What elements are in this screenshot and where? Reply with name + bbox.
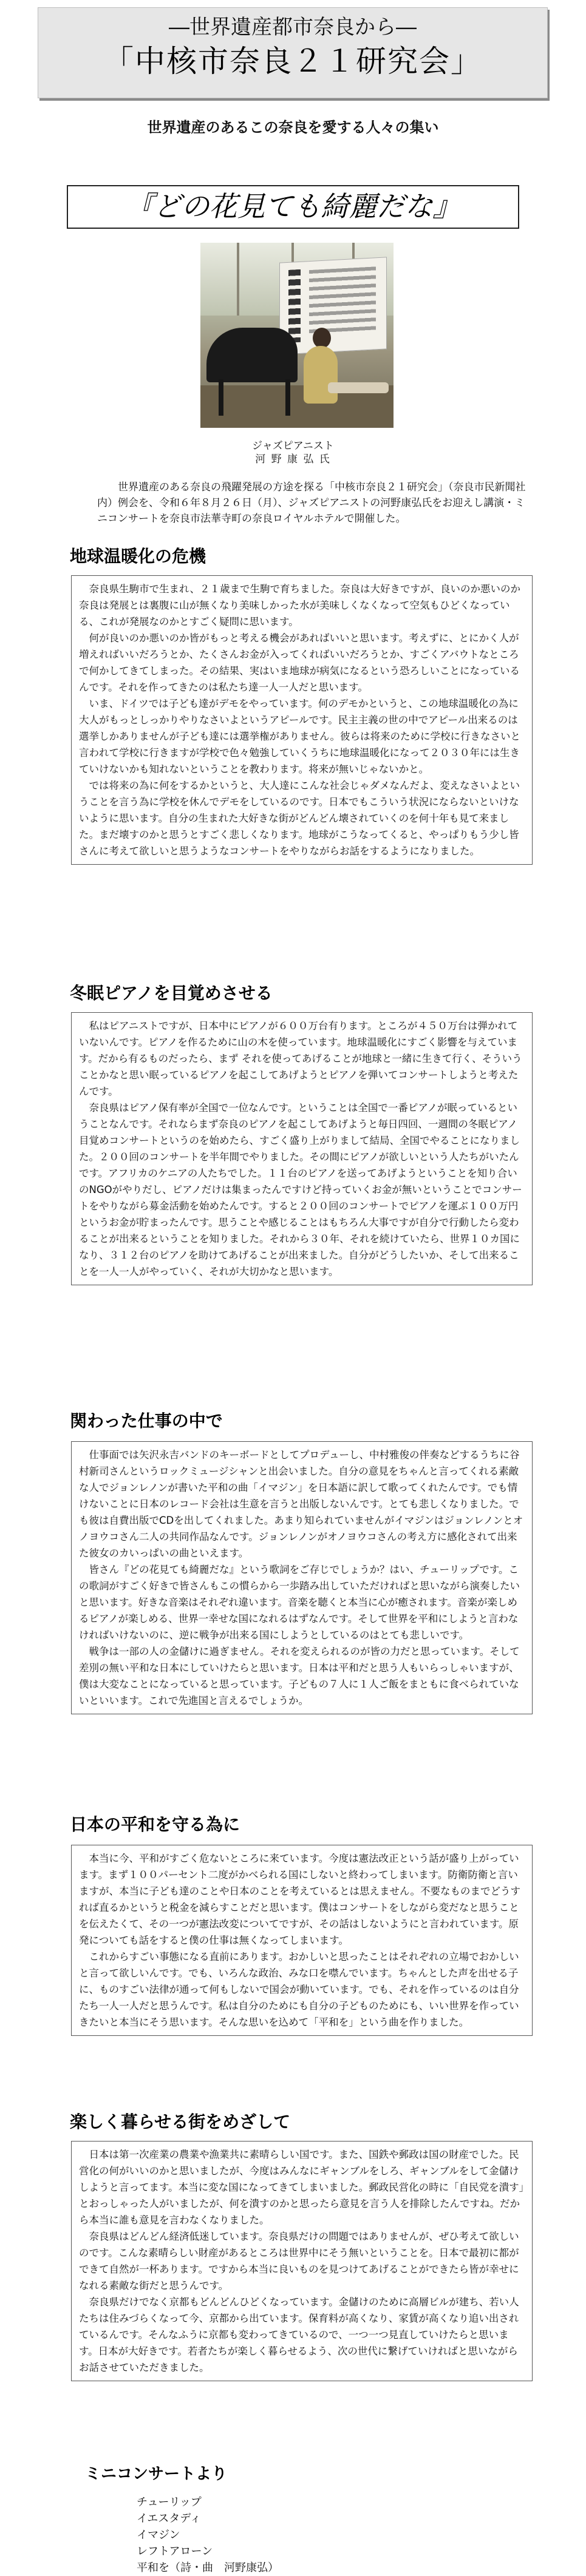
section-heading: 楽しく暮らせる街をめざして [70,2112,291,2132]
section-body [71,1845,533,2036]
tagline: 世界遺産のあるこの奈良を愛する人々の集い [147,119,439,136]
section-heading: 地球温暖化の危機 [70,546,206,566]
setlist-item: チューリップ [137,2496,202,2509]
photo-banner [279,257,387,354]
photo-window-frame [237,243,239,316]
paragraph: 皆さん『どの花見ても綺麗だな』という歌詞をご存じでしょうか？はい、チューリップです。この歌詞がすごく好きで皆さんもこの慣らから一歩踏み出していただければと思いながら演奏したいと思います。好きな音楽はそれぞれ違います。音楽を聴くと本当に心が癒されます。音楽が楽しめるピアノが楽しめる、世界一幸せな国になれるはずなんです。そして世界を平和にしようと言わなければいけないのに、逆に戦争が出来る国にしようとしているのはとても悲しいです。 [79,1564,520,1641]
piano-leg [219,379,223,416]
headline-quote: 『どの花見ても綺麗だな』 [67,185,519,229]
section-body [71,2141,533,2381]
paragraph: 仕事面では矢沢永吉バンドのキーボードとしてプロデューし、中村雅俊の伴奏などするうちに谷村新司さんというロックミュージシャンと出会いました。自分の意見をちゃんと言ってくれる素敵な人でジョンレノンが書いた平和の曲「イマジン」を日本語に訳して歌ってくれたんです。でも情けないことに日本のレコード会社は生意を言うと出版しないんです。とても悲しくなりました。でも彼は自費出版でCDを出してくれました。あまり知られていませんがイマジンはジョンレノンとオノヨウコさん二人の共同作品なんです。ジョンレノンがオノヨウコさんの考え方に感化されて出来た彼女のカいっぱいの曲といえます。 [79,1449,523,1559]
section-body [71,1012,533,1285]
section-body [71,575,533,865]
paragraph: 本当に今、平和がすごく危ないところに来ています。今度は憲法改正という話が盛り上がっています。まず１００パーセント二度がかべられる国にしないと終わってしまいます。防衛防衛と言いますが、本当に子ども達のことや日本のことを考えているとは思えません。不要なものまでどうすれば直るかというと税金を減らすことだと思います。僕はコンサートをしながら変だなと思うことを伝えたくて、その一つが憲法改変についてですが、その話はしないようにと言われています。原発についても話をすると僕の仕事は無くなってしまいます。 [79,1853,520,1946]
person-head [313,328,331,348]
pianist-photo [200,243,394,428]
intro-paragraph: 世界遺産のある奈良の飛躍発展の方途を探る「中核市奈良２１研究会」（奈良市民新聞社内）例会を、令和６年８月２６日（月）、ジャズピアニストの河野康弘氏をお迎えし講演・ミニコンサートを奈良市法華寺町の奈良ロイヤルホテルで開催した。 [97,481,526,525]
paragraph: これからすごい事態になる直前にあります。おかしいと思ったことはそれぞれの立場でおかしいと言って欲しいんです。でも、いろんな政治、みな口を噤んでいます。ちゃんとした声を出せる子に、ものすごい法律が通って何もしないで国会が動いています。でも、それを作っているのは自分たち一人一人だと思うんです。私は自分のためにも自分の子どものためにも、いい世界を作っていきたいと本当にそう思います。そんな思いを込めて「平和を」という曲を作りました。 [79,1951,519,2028]
photo-caption-name: 河 野 康 弘 氏 [255,453,331,465]
section-heading: 関わった仕事の中で [70,1411,223,1431]
mini-concert-heading: ミニコンサートより [85,2465,228,2483]
setlist-item: レフトアローン [137,2545,213,2558]
paragraph: 奈良県生駒市で生まれ、２１歳まで生駒で育ちました。奈良は大好きですが、良いのか悪いのか奈良は発展とは裏腹に山が無くなり美味しかった水が美味しくなくなって空気もひどくなっている、これが発展なのかとすごく疑問に思います。 [79,583,520,627]
person-figure [304,346,338,404]
paragraph: 奈良県だけでなく京都もどんどんひどくなっています。金儲けのために高層ビルが建ち、若い人たちは住みづらくなって今、京都から出ています。保育料が高くなり、家賃が高くなり追い出されているんです。そんなふうに京都も変わってきているので、一つ一つ見直していけたらと思います。日本が大好きです。若者たちが楽しく暮らせるよう、次の世代に繋げていければと思いながらお話させていただきました。 [79,2296,519,2373]
title-banner [38,7,548,98]
piano-leg [285,379,290,416]
piano-icon [206,328,298,382]
paragraph: 奈良県はどんどん経済低迷しています。奈良県だけの問題ではありませんが、ぜひ考えて欲しいのです。こんな素晴らしい財産があるところは世界中にそう無いということを。日本で最初に都ができて自然が一杯あります。ですから本当に良いものを見つけてあげることができたら皆が幸せになれる素敵な街だと思うんです。 [79,2231,519,2291]
section-body [71,1441,533,1714]
setlist-item: イマジン [137,2529,180,2541]
banner-subtitle: ―世界遺産都市奈良から― [169,15,417,39]
photo-caption-role: ジャズピアニスト [252,440,334,452]
setlist-item: イエスタディ [137,2512,201,2525]
section-heading: 冬眠ピアノを目覚めさせる [70,983,273,1003]
setlist [137,2494,279,2576]
setlist-item: 平和を（詩・曲 河野康弘） [137,2561,279,2574]
paragraph: 何が良いのか悪いのか皆がもっと考える機会があればいいと思います。考えずに、とにかく人が増えればいいだろうとか、たくさんお金が入ってくればいいだろうとか、すごくアバウトなところで何かしてきてしまった。その結果、実はいま地球が病気になるという恐ろしいことになっているんです。それを作ってきたのは私たち達一人一人だと思います。 [79,632,520,693]
section-heading: 日本の平和を守る為に [70,1814,240,1834]
paragraph: いま、ドイツでは子ども達がデモをやっています。何のデモかというと、この地球温暖化の為に大人がもっとしっかりやりなさいよというアピールです。民主主義の世の中でアピール出来るのは選挙しかありませんが子ども達には選挙権がありません。彼らは将来のために学校に行きなさいと言われて学校に行きますが学校で色々勉強していくうちに地球温暖化になって２０３０年には生きていけないかも知れないということを教わります。将来が無いじゃないかと。 [79,698,520,775]
paragraph: 私はピアニストですが、日本中にピアノが６００万台有ります。ところが４５０万台は弾かれていないんです。ピアノを作るために山の木を使っています。地球温暖化にすごく影響を与えています。だから有るものだったら、まず それを使ってあげることが地球と一緒に生きて行く、そういうことかなと思い眠っているピアノを起こしてあげようとピアノを弾いてコンサートしようと考えたんです。 [79,1020,522,1097]
paragraph: 奈良県はピアノ保有率が全国で一位なんです。ということは全国で一番ピアノが眠っているということなんです。それならまず奈良のピアノを起こしてあげようと毎日四回、一週間の冬眠ピアノ目覚めコンサートというのを始めたら、すごく盛り上がりまして結局、全国でやることになりました。２００回のコンサートを半年間でやりました。その間にピアノが欲しいという人たちがいたんです。アフリカのケニアの人たちでした。１１台のピアノを送ってあげようということを知り合いのNGOがやりだし、ピアノだけは集まったんですけど持っていくお金が無いということでコンサートをやりながら募金活動を始めたんです。すると２００回のコンサートでピアノを運ぶ１００万円というお金が貯まったんです。思うことや感じることはもちろん大事ですが自分で行動したら変わることが出来るということを知りました。それから３０年、それを続けていたら、世界１０カ国になり、３１２台のピアノを助けてあげることが出来ました。自分がどうしたいか、そして出来ることを一人一人がやっていく、それが大切かなと思います。 [79,1102,522,1277]
banner-title: 「中核市奈良２１研究会」 [103,44,482,79]
paragraph: 戦争は一部の人の金儲けに過ぎません。それを変えられるのが皆の力だと思っています。そして差別の無い平和な日本にしていけたらと思います。日本は平和だと思う人もいらっしゃいますが、僕は大変なことになっていると思っています。子どもの７人に１人ご飯をまともに食べられていないといいます。これで先進国と言えるでしょうか。 [79,1646,520,1706]
paragraph: では将来の為に何をするかというと、大人達にこんな社会じゃダメなんだよ、変えなさいよということを言う為に学校を休んでデモをしているのです。日本でもこういう状況にならないといけないように思います。自分の生まれた大好きな街がどんどん壊されていくのを何十年も見て来ました。まだ壊すのかと思うとすごく悲しくなります。地球がこうなってくると、やっぱりもう少し皆さんに考えて欲しいと思うようなコンサートをやりながらお話をするようになりました。 [79,780,520,857]
photo-table [328,382,389,393]
paragraph: 日本は第一次産業の農業や漁業共に素晴らしい国です。また、国鉄や郵政は国の財産でした。民営化の何がいいのかと思いましたが、今度はみんなにギャンブルをしろ、ギャンブルをして金儲けしようと言ってます。本当に変な国になってきてしまいました。郵政民営化の時に「自民党を潰す」とおっしゃった人がいましたが、何を潰すのかと思ったら意見を言う人を排除したんですね。だから本当に誰も意見を言わなくなりました。 [79,2149,524,2226]
